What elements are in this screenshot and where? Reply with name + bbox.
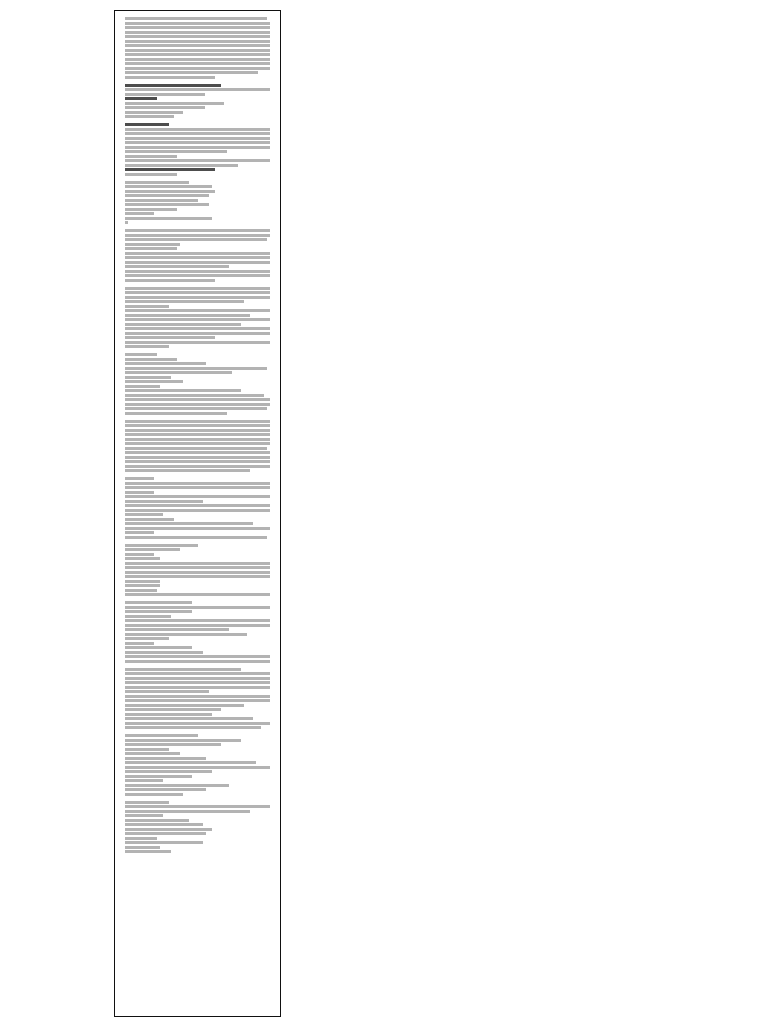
text-line xyxy=(125,345,169,348)
text-line xyxy=(125,53,270,56)
text-line xyxy=(125,67,270,70)
text-line xyxy=(125,358,177,361)
text-line xyxy=(125,699,270,702)
text-line xyxy=(125,190,215,193)
text-line xyxy=(125,748,169,751)
text-line xyxy=(125,708,221,711)
text-line xyxy=(125,88,270,91)
text-line xyxy=(125,655,270,658)
document-page xyxy=(114,10,281,1017)
text-line xyxy=(125,71,258,74)
text-line xyxy=(125,115,174,118)
text-line xyxy=(125,217,212,220)
text-line xyxy=(125,229,270,232)
text-line xyxy=(125,376,171,379)
text-line xyxy=(125,566,270,569)
text-line xyxy=(125,332,270,335)
text-line xyxy=(125,527,270,530)
text-line xyxy=(125,451,270,454)
text-line xyxy=(125,734,198,737)
text-line xyxy=(125,252,270,255)
text-line xyxy=(125,291,270,294)
text-line xyxy=(125,628,229,631)
text-line xyxy=(125,456,270,459)
text-line xyxy=(125,442,270,445)
text-line xyxy=(125,261,270,264)
text-line xyxy=(125,580,160,583)
text-line xyxy=(125,327,270,330)
text-line xyxy=(125,805,270,808)
text-line xyxy=(125,362,206,365)
text-line xyxy=(125,531,154,534)
text-line xyxy=(125,173,177,176)
text-line xyxy=(125,35,270,38)
text-line xyxy=(125,26,270,29)
text-line xyxy=(125,76,215,79)
text-line xyxy=(125,495,270,498)
text-line xyxy=(125,584,160,587)
text-line xyxy=(125,668,241,671)
text-line xyxy=(125,837,157,840)
text-line xyxy=(125,606,270,609)
text-line xyxy=(125,185,212,188)
text-line xyxy=(125,438,270,441)
text-line xyxy=(125,681,270,684)
text-line xyxy=(125,601,192,604)
text-line xyxy=(125,194,209,197)
text-line xyxy=(125,469,250,472)
text-line xyxy=(125,159,270,162)
text-line xyxy=(125,686,270,689)
text-line xyxy=(125,221,128,224)
text-line xyxy=(125,367,267,370)
text-line xyxy=(125,828,212,831)
text-line xyxy=(125,141,270,144)
text-line xyxy=(125,536,267,539)
text-line xyxy=(125,779,163,782)
text-line xyxy=(125,203,209,206)
text-line xyxy=(125,62,270,65)
text-line xyxy=(125,509,270,512)
text-line xyxy=(125,341,270,344)
text-line xyxy=(125,465,270,468)
text-line xyxy=(125,722,270,725)
text-line xyxy=(125,336,215,339)
text-line xyxy=(125,102,224,105)
text-line xyxy=(125,739,241,742)
text-line xyxy=(125,672,270,675)
text-line xyxy=(125,788,206,791)
text-line xyxy=(125,752,180,755)
text-line xyxy=(125,690,209,693)
text-line xyxy=(125,486,270,489)
text-line xyxy=(125,132,270,135)
text-line xyxy=(125,146,270,149)
text-line xyxy=(125,775,192,778)
text-line xyxy=(125,642,154,645)
text-line xyxy=(125,846,160,849)
text-line xyxy=(125,97,157,100)
text-line xyxy=(125,128,270,131)
text-line xyxy=(125,513,163,516)
text-line xyxy=(125,287,270,290)
text-line xyxy=(125,398,270,401)
text-line xyxy=(125,150,227,153)
text-line xyxy=(125,106,205,109)
text-line xyxy=(125,504,270,507)
text-line xyxy=(125,593,270,596)
text-line xyxy=(125,49,270,52)
text-line xyxy=(125,389,241,392)
text-line xyxy=(125,841,203,844)
text-line xyxy=(125,58,270,61)
text-line xyxy=(125,300,244,303)
text-line xyxy=(125,810,250,813)
text-line xyxy=(125,660,270,663)
text-line xyxy=(125,353,157,356)
document-text-column xyxy=(125,17,270,1010)
text-line xyxy=(125,784,229,787)
text-line xyxy=(125,407,267,410)
text-line xyxy=(125,637,169,640)
text-line xyxy=(125,429,270,432)
text-line xyxy=(125,832,206,835)
text-line xyxy=(125,491,154,494)
text-line xyxy=(125,380,183,383)
text-line xyxy=(125,274,270,277)
text-line xyxy=(125,265,229,268)
text-line xyxy=(125,557,160,560)
text-line xyxy=(125,633,247,636)
text-line xyxy=(125,619,270,622)
text-line xyxy=(125,717,253,720)
text-line xyxy=(125,477,154,480)
text-line xyxy=(125,314,250,317)
text-line xyxy=(125,704,244,707)
text-line xyxy=(125,447,267,450)
text-line xyxy=(125,433,270,436)
text-line xyxy=(125,31,270,34)
text-line xyxy=(125,766,270,769)
text-line xyxy=(125,296,270,299)
text-line xyxy=(125,589,157,592)
text-line xyxy=(125,726,261,729)
text-line xyxy=(125,181,189,184)
text-line xyxy=(125,651,203,654)
text-line xyxy=(125,518,174,521)
text-line xyxy=(125,137,270,140)
text-line xyxy=(125,793,183,796)
text-line xyxy=(125,522,253,525)
text-line xyxy=(125,548,180,551)
text-line xyxy=(125,155,177,158)
text-line xyxy=(125,819,189,822)
text-line xyxy=(125,256,270,259)
text-line xyxy=(125,420,270,423)
text-line xyxy=(125,713,212,716)
text-line xyxy=(125,323,241,326)
text-line xyxy=(125,309,270,312)
text-line xyxy=(125,553,154,556)
text-line xyxy=(125,247,177,250)
text-line xyxy=(125,757,206,760)
text-line xyxy=(125,646,192,649)
text-line xyxy=(125,743,221,746)
text-line xyxy=(125,318,270,321)
text-line xyxy=(125,677,270,680)
text-line xyxy=(125,460,270,463)
text-line xyxy=(125,801,169,804)
text-line xyxy=(125,482,270,485)
text-line xyxy=(125,615,171,618)
text-line xyxy=(125,371,232,374)
text-line xyxy=(125,403,270,406)
text-line xyxy=(125,305,169,308)
text-line xyxy=(125,385,160,388)
text-line xyxy=(125,123,169,126)
text-line xyxy=(125,238,267,241)
text-line xyxy=(125,823,203,826)
text-line xyxy=(125,234,270,237)
text-line xyxy=(125,761,256,764)
text-line xyxy=(125,40,270,43)
text-line xyxy=(125,164,238,167)
text-line xyxy=(125,575,270,578)
text-line xyxy=(125,208,177,211)
text-line xyxy=(125,814,163,817)
text-line xyxy=(125,562,270,565)
text-line xyxy=(125,17,267,20)
text-line xyxy=(125,84,221,87)
text-line xyxy=(125,412,227,415)
text-line xyxy=(125,199,198,202)
text-line xyxy=(125,610,192,613)
text-line xyxy=(125,22,270,25)
text-line xyxy=(125,571,270,574)
text-line xyxy=(125,850,171,853)
text-line xyxy=(125,424,270,427)
text-line xyxy=(125,544,198,547)
text-line xyxy=(125,695,270,698)
text-line xyxy=(125,168,215,171)
text-line xyxy=(125,212,154,215)
text-line xyxy=(125,279,215,282)
text-line xyxy=(125,44,270,47)
text-line xyxy=(125,243,180,246)
text-line xyxy=(125,500,203,503)
text-line xyxy=(125,111,183,114)
text-line xyxy=(125,93,205,96)
text-line xyxy=(125,770,212,773)
text-line xyxy=(125,270,270,273)
text-line xyxy=(125,394,264,397)
text-line xyxy=(125,624,270,627)
